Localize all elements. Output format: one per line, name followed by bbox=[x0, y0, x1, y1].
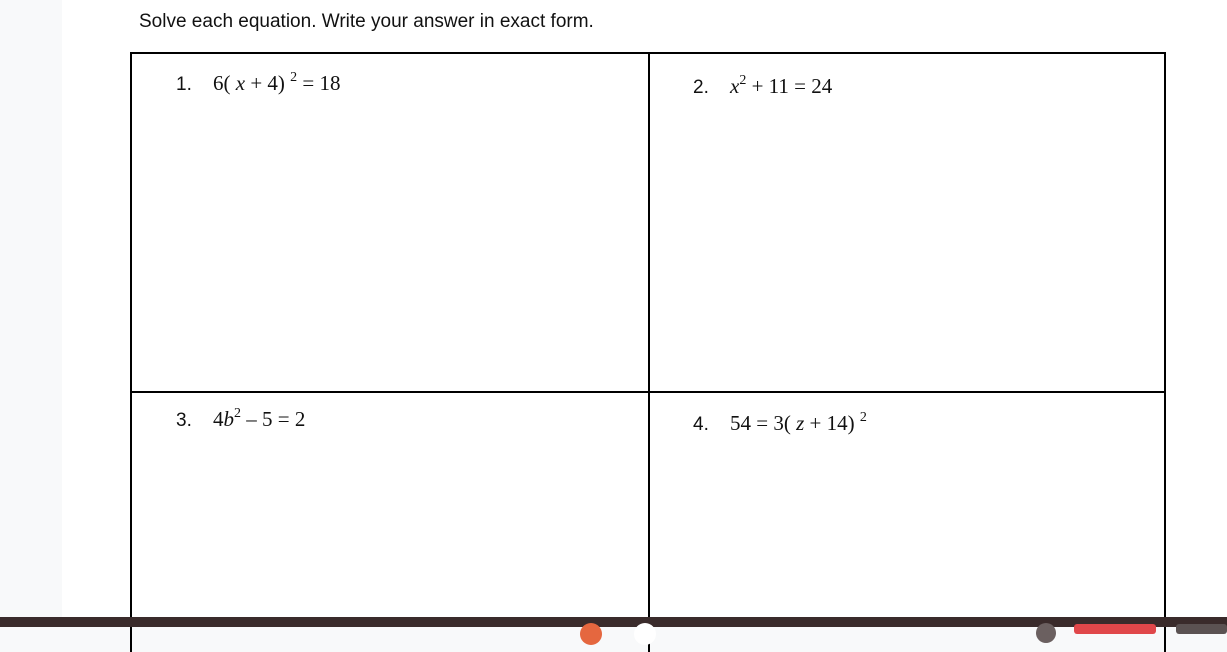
problem-equation: 54 = 3( z + 14) $^2$ bbox=[730, 410, 867, 435]
taskbar-tray-button[interactable] bbox=[1176, 624, 1227, 634]
grid-horizontal-divider bbox=[132, 391, 1164, 393]
problem-2 bbox=[693, 73, 832, 99]
problem-4 bbox=[693, 410, 867, 436]
problem-1 bbox=[176, 70, 341, 96]
problem-number: 3. bbox=[176, 410, 192, 431]
worksheet-page bbox=[62, 0, 1227, 617]
problem-number: 2. bbox=[693, 77, 709, 98]
taskbar-status-button[interactable] bbox=[1074, 624, 1156, 634]
worksheet-instructions: Solve each equation. Write your answer in exact form. bbox=[139, 11, 594, 32]
problem-grid bbox=[130, 52, 1166, 652]
problem-equation: $4b^2 - 5 = 2$ bbox=[213, 406, 306, 431]
taskbar-app-icon[interactable] bbox=[580, 623, 602, 645]
viewer-left-gutter bbox=[0, 0, 63, 617]
problem-number: 4. bbox=[693, 414, 709, 435]
grid-vertical-divider bbox=[648, 54, 650, 652]
problem-equation: $x^2 + 11 = 24$ bbox=[730, 73, 833, 98]
taskbar-app-icon[interactable] bbox=[1036, 623, 1056, 643]
taskbar bbox=[0, 617, 1227, 627]
problem-equation: 6( x + 4) $^2$ = 18 bbox=[213, 70, 341, 95]
problem-number: 1. bbox=[176, 74, 192, 95]
taskbar-app-icon[interactable] bbox=[634, 623, 656, 645]
problem-3 bbox=[176, 406, 305, 432]
